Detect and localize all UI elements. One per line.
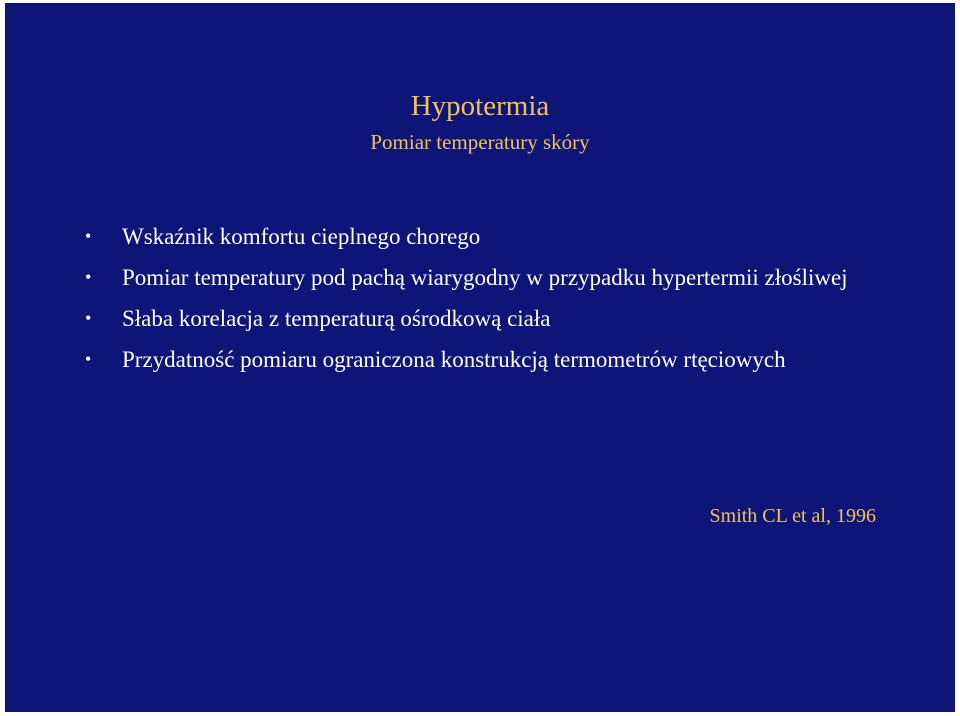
bullet-item <box>85 341 885 378</box>
bullet-icon: • <box>85 308 92 328</box>
bullet-icon: • <box>85 226 92 246</box>
bullet-text: Przydatność pomiaru ograniczona konstrukcją termometrów rtęciowych <box>122 347 786 372</box>
bullet-icon: • <box>85 349 92 369</box>
bullet-list <box>85 218 885 382</box>
bullet-text: Słaba korelacja z temperaturą ośrodkową ciała <box>122 306 551 331</box>
slide-subtitle: Pomiar temperatury skóry <box>370 130 590 154</box>
bullet-text: Pomiar temperatury pod pachą wiarygodny w przypadku hypertermii złośliwej <box>122 265 848 290</box>
bullet-item <box>85 218 885 255</box>
bullet-icon: • <box>85 267 92 287</box>
slide-title: Hypotermia <box>410 90 550 122</box>
bullet-item <box>85 259 885 296</box>
bullet-item <box>85 300 885 337</box>
bullet-text: Wskaźnik komfortu cieplnego chorego <box>122 224 481 249</box>
citation: Smith CL et al, 1996 <box>709 505 876 527</box>
